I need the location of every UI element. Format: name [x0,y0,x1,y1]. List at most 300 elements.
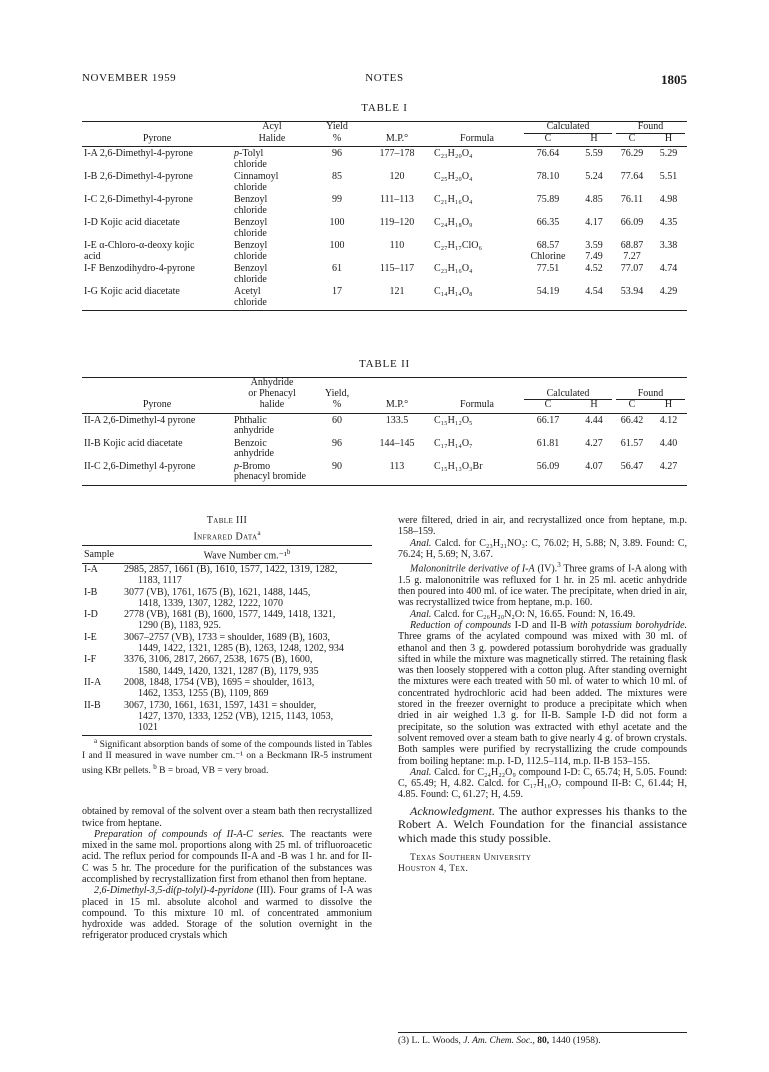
table1-head-pyrone: Pyrone [82,134,232,147]
table1-found-c-cell [614,170,650,193]
calc-c-value: 78.10 [536,171,560,182]
wave-line-cont: 1580, 1449, 1420, 1321, 1287 (B), 1179, 935 [138,665,319,677]
reference-author: L. L. Woods, [409,1036,464,1046]
table2 [82,377,687,486]
wave-line-cont: 1462, 1353, 1255 (B), 1109, 869 [138,688,269,700]
table2-yield-cell [312,413,362,437]
reduction-heading: Reduction of compounds [410,620,512,631]
table3-head-wave-footnote-mark: b [286,548,291,557]
table1-row [82,239,687,262]
sample-id: I-D [84,609,98,621]
yield-value: 60 [332,414,342,426]
found-h-value: 5.29 [659,148,678,159]
anal-label-3: Anal. [410,766,432,778]
reference-pages: 1440 (1958). [549,1036,601,1046]
table1-calc-c-cell [522,170,574,193]
left-paragraph-2-heading: Preparation of compounds of II-A-C series. [94,828,285,840]
table3-footnote [82,736,372,776]
wave-line: 3376, 3106, 2817, 2667, 2538, 1675 (B), 1600, [124,654,313,666]
table1 [82,121,687,311]
table3-sample-cell [82,654,122,677]
table2-pyrone-cell [82,437,232,460]
mp-value: 133.5 [385,414,409,426]
found-c-value: 56.47 [620,460,644,472]
found-c-value: 61.57 [620,437,644,449]
table1-pyrone-cell [82,239,232,262]
table1-head-found-h: H [650,134,687,147]
table2-mp-cell [362,437,432,460]
right-paragraph-4 [398,609,687,620]
table1-row [82,285,687,311]
acknowledgment [398,805,687,846]
table1-yield-cell [312,147,362,171]
found-c-value: 66.42 [620,414,644,426]
pyrone-name: I-A 2,6-Dimethyl-4-pyrone [84,148,193,159]
mp-value: 144–145 [379,437,415,449]
table3 [82,545,372,736]
sample-id: I-B [84,586,98,598]
table1-mp-cell [362,262,432,285]
calc-c-value: 61.81 [536,437,560,449]
table1-halide-cell [232,147,312,171]
wave-line-cont: 1418, 1339, 1307, 1282, 1222, 1070 [138,597,283,609]
right-paragraph-1: were filtered, dried in air, and recrystallized once from heptane, m.p. 158–159. [398,515,687,538]
table1-mp-cell [362,193,432,216]
table1-head-found: Found [616,122,685,134]
affiliation-city: Houston 4, Tex. [398,864,469,875]
calc-extra-label: Chlorine [530,250,566,262]
mp-value: 111–113 [380,194,414,205]
table1-formula-cell [432,285,522,311]
table1-found-h-cell [650,285,687,311]
right-paragraph-5 [398,620,687,767]
table1-found-h-cell [650,239,687,262]
table3-wave-cell [122,587,372,610]
calc-h-value: 3.59 [585,240,603,251]
table3-wave-cell [122,609,372,632]
table3-head-wave-label: Wave Number cm.⁻¹ [203,550,287,562]
found-h-value: 4.12 [659,414,678,426]
table2-found-c-cell [614,413,650,437]
table1-row [82,216,687,239]
table1-mp-cell [362,216,432,239]
wave-line: 3077 (VB), 1761, 1675 (B), 1621, 1488, 1445, [124,586,311,598]
table3-row [82,700,372,736]
table1-pyrone-cell [82,170,232,193]
yield-value: 17 [332,286,342,297]
table1-row [82,170,687,193]
reference-volume: 80, [534,1036,550,1046]
table2-head-calc-c: C [522,400,574,413]
right-paragraph-4-text: Calcd. for C₂₆H₂₀N₂O: N, 16.65. Found: N, 16.49. [431,608,636,620]
mp-value: 121 [389,286,405,297]
table3-sample-cell [82,632,122,655]
table3-wave-cell [122,654,372,677]
halide-name: Benzoyl [234,217,268,228]
wave-line-cont: 1290 (B), 1183, 925. [138,620,221,632]
halide-name-cont: chloride [234,273,267,285]
table1-found-h-cell [650,170,687,193]
reference-3 [398,1032,687,1046]
calc-c-value: 77.51 [536,263,560,274]
found-h-value: 4.35 [659,217,678,228]
reagent-name: p-Bromo [234,460,271,472]
pyrone-name: I-E α-Chloro-α-deoxy kojic [84,240,195,251]
affiliation-institution: Texas Southern University [410,853,532,864]
table2-found-c-cell [614,437,650,460]
formula-value: C₂₅H₂₀O₄ [434,171,473,182]
found-extra-value: 7.27 [623,250,641,262]
found-c-value: 68.87 [620,240,644,251]
right-column [398,515,687,875]
calc-h-value: 5.59 [585,148,603,159]
found-c-value: 53.94 [620,286,644,297]
table1-yield-cell [312,262,362,285]
halide-name: Benzoyl [234,194,268,205]
table1-head-found-c: C [614,134,650,147]
table3-subtitle-footnote-mark: a [257,529,261,537]
table1-calc-c-cell [522,147,574,171]
right-paragraph-2 [398,538,687,561]
formula-value: C₁₅H₁₂O₅ [434,414,473,426]
mp-value: 113 [389,460,405,472]
malononitrile-heading: Malononitrile derivative of I-A [410,563,535,575]
table1-head-yield: Yield [312,122,362,134]
calc-h-value: 4.85 [585,194,603,205]
found-h-value: 4.29 [659,286,678,297]
formula-value: C₂₁H₁₆O₄ [434,194,473,205]
table2-head-anhydride: Anhydride [232,378,312,389]
sample-id: II-B [84,699,101,711]
table1-formula-cell [432,193,522,216]
table3-row [82,563,372,586]
calc-c-value: 75.89 [536,194,560,205]
wave-line: 2008, 1848, 1754 (VB), 1695 = shoulder, 1613, [124,676,315,688]
found-h-value: 3.38 [659,240,678,251]
table1-calc-c-cell [522,193,574,216]
running-head-date: NOVEMBER 1959 [82,72,177,84]
table3-wave-cell [122,632,372,655]
calc-c-value: 54.19 [536,286,560,297]
table2-mp-cell [362,413,432,437]
halide-name-cont: chloride [234,296,267,308]
yield-value: 90 [332,460,342,472]
table2-head-or-phenacyl: or Phenacyl [248,387,296,399]
table1-yield-cell [312,285,362,311]
table3-row [82,677,372,700]
reference-number: (3) [398,1036,410,1046]
formula-value: C₂₇H₁₇ClO₆ [434,240,482,251]
calc-c-value: 66.35 [536,217,560,228]
table1-found-c-cell [614,285,650,311]
pyrone-name: I-F Benzodihydro-4-pyrone [84,263,195,274]
table3-sample-cell [82,677,122,700]
table2-pyrone-cell [82,460,232,486]
table2-yield-cell [312,460,362,486]
mp-value: 110 [389,240,405,251]
table1-pyrone-cell [82,262,232,285]
table1-row [82,147,687,171]
reagent-name-cont: anhydride [234,448,274,459]
yield-value: 96 [332,437,342,449]
left-paragraph-3 [82,885,372,941]
table2-head-found-c: C [614,400,650,413]
table1-head-calc-h: H [574,134,614,147]
table3-head-sample: Sample [82,546,122,564]
halide-name-cont: chloride [234,204,267,216]
table2-calc-c-cell [522,460,574,486]
halide-name: p-Tolyl [234,148,264,159]
table2-pyrone-cell [82,413,232,437]
wave-line-cont: 1021 [138,722,158,734]
found-c-value: 66.09 [620,217,644,228]
table1-formula-cell [432,262,522,285]
table1-calc-h-cell [574,216,614,239]
table2-formula-cell [432,413,522,437]
page-number: 1805 [661,72,687,87]
table1-pyrone-cell [82,147,232,171]
pyrone-name: I-G Kojic acid diacetate [84,286,180,297]
right-paragraph-3-text: Three grams of I-A along with 1.5 g. malononitrile was refluxed for 1 hr. in 25 ml. acetic anhydride then poured into 400 ml. of ice water. The precipitate, when dried in air, was recrystallized twice from heptane, m.p. 160. [398,563,687,609]
table1-yield-cell [312,170,362,193]
table1-row [82,262,687,285]
table2-reagent-cell [232,437,312,460]
wave-line-cont: 1449, 1422, 1321, 1285 (B), 1263, 1248, 1202, 934 [138,643,344,655]
right-paragraph-5-text: Three grams of the acylated compound was mixed with 30 ml. of ethanol and then 3 g. powdered potassium borohydride was gradually sifted in while the mixture was magnetically stirred. The retaining flask was then loosely stoppered with a cotton plug. After standing overnight the mixtures were each treated with 50 ml. of water to which 10 ml. of concentrated hydrochloric acid had been added. The mixtures were stored in the freezer overnight to produce a precipitate which when dried in air weighed 1.3 g. for II-B. Sample I-D did not form a precipitate, so the solution was extracted with ethyl acetate and the solvent removed over a steam bath to give nearly 4 g. of brown crystals. Both samples were purified by recrystallizing the crude compounds from boiling heptane: m.p. I-D, 112.5–114, m.p. II-B 153–155. [398,631,687,767]
right-paragraph-6 [398,767,687,801]
table2-formula-cell [432,437,522,460]
table2-found-c-cell [614,460,650,486]
running-head-section: NOTES [365,72,404,84]
reference-journal: J. Am. Chem. Soc., [463,1036,535,1046]
table1-pyrone-cell [82,285,232,311]
table3-wave-cell [122,700,372,736]
found-c-value: 76.11 [620,194,644,205]
sample-id: I-F [84,654,97,666]
table2-calc-h-cell [574,413,614,437]
pyrone-name: I-B 2,6-Dimethyl-4-pyrone [84,171,193,182]
reagent-name-cont: phenacyl bromide [234,471,306,482]
reagent-name: Phthalic [234,414,267,426]
calc-c-value: 68.57 [536,240,560,251]
found-h-value: 4.27 [659,460,678,472]
halide-name: Benzoyl [234,263,268,274]
table2-row [82,460,687,486]
yield-value: 100 [329,240,345,251]
yield-value: 96 [332,148,342,159]
calc-extra-value: 7.49 [585,250,603,262]
found-h-value: 4.74 [659,263,678,274]
table1-mp-cell [362,147,432,171]
table1-pyrone-cell [82,193,232,216]
table1-halide-cell [232,239,312,262]
formula-value: C₂₄H₁₈O₉ [434,217,473,228]
table2-found-h-cell [650,437,687,460]
table1-halide-cell [232,216,312,239]
formula-value: C₁₄H₁₄O₈ [434,286,473,297]
right-paragraph-6-text: Calcd. for C₂₄H₂₂O₉ compound I-D: C, 65.74; H, 5.05. Found: C, 65.49; H, 4.82. Calcd. for C₁₇H₁₆O₇ compound II-B: C, 61.44; H, 4.85. Found: C, 61.27; H, 4.59. [398,766,687,801]
table2-head-mp: M.P.° [362,400,432,413]
table2-row [82,413,687,437]
table2-formula-cell [432,460,522,486]
left-paragraph-1: obtained by removal of the solvent over a steam bath then recrystallized twice from heptane. [82,806,372,829]
table1-found-c-cell [614,262,650,285]
pyrone-name: I-D Kojic acid diacetate [84,217,180,228]
right-paragraph-3 [398,560,687,609]
table3-row [82,632,372,655]
table1-head-formula: Formula [432,134,522,147]
table1-found-h-cell [650,262,687,285]
calc-h-value: 4.54 [585,286,603,297]
table2-reagent-cell [232,460,312,486]
formula-value: C₂₃H₁₆O₄ [434,263,473,274]
yield-value: 100 [329,217,345,228]
table3-sample-cell [82,587,122,610]
table2-head-found-h: H [650,400,687,413]
formula-value: C₁₅H₁₃O₃Br [434,460,483,472]
pyrone-name: I-C 2,6-Dimethyl-4-pyrone [84,194,193,205]
table3-title: Table III [206,515,248,526]
calc-h-value: 5.24 [585,171,603,182]
table2-found-h-cell [650,460,687,486]
table1-head-percent: % [312,134,362,147]
calc-c-value: 66.17 [536,414,560,426]
mp-value: 115–117 [379,263,415,274]
halide-name-cont: chloride [234,250,267,262]
table1-mp-cell [362,170,432,193]
left-paragraph-3-heading: 2,6-Dimethyl-3,5-di(p-tolyl)-4-pyridone [94,885,254,897]
table3-row [82,654,372,677]
footnote-b-mark: b [153,762,157,771]
table1-calc-c-cell [522,239,574,262]
halide-name-cont: chloride [234,227,267,239]
table2-head-found: Found [616,389,685,401]
table1-formula-cell [432,170,522,193]
wave-line: 3067, 1730, 1661, 1631, 1597, 1431 = shoulder, [124,699,317,711]
table1-yield-cell [312,216,362,239]
pyrone-name: II-C 2,6-Dimethyl 4-pyrone [84,460,196,472]
table3-head-wave [122,546,372,564]
table1-calc-c-cell [522,216,574,239]
reduction-compounds: I-D and II-B [511,620,571,631]
para-prefix: p [234,460,239,472]
found-c-value: 77.07 [620,263,644,274]
table1-head-calculated: Calculated [524,122,612,134]
halide-name-cont: chloride [234,158,267,170]
table1-calc-h-cell [574,193,614,216]
anal-label-2: Anal. [410,608,432,620]
reagent-name-cont: anhydride [234,425,274,436]
left-paragraph-3-text: (III). Four grams of I-A was placed in 15 ml. absolute alcohol and warmed to dissolve the compound. To this mixture 10 ml. of concentrated ammonium hydroxide was added. Storage of the solution overnight in the refrigerator produced crystals which [82,885,372,942]
reduction-heading-2: with potassium borohydride. [570,620,688,631]
table1-found-h-cell [650,216,687,239]
table2-head-calc-h: H [574,400,614,413]
table2-yield-cell [312,437,362,460]
affiliation [398,853,687,875]
left-paragraph-2-text: The reactants were mixed in the same mol. proportions along with 25 ml. of trifluoroacetic acid. The reflux period for compounds II-A and -B was 1 hr. and for II-C was 5 hr. The procedure for the purification of the substances was accomplished by recrystallization first from ethanol then from heptane. [82,828,372,885]
table1-head-mp: M.P.° [362,134,432,147]
footnote-b-text: B = broad, VB = very broad. [156,765,269,776]
table1-calc-h-cell [574,147,614,171]
table1-calc-h-cell [574,239,614,262]
pyrone-name: II-A 2,6-Dimethyl-4 pyrone [84,414,196,426]
table1-found-h-cell [650,193,687,216]
wave-line: 2778 (VB), 1681 (B), 1600, 1577, 1449, 1418, 1321, [124,609,336,621]
table3-caption [82,515,372,543]
mp-value: 177–178 [379,148,415,159]
found-c-value: 76.29 [620,148,644,159]
found-c-value: 77.64 [620,171,644,182]
table1-found-h-cell [650,147,687,171]
table1-calc-h-cell [574,262,614,285]
pyrone-name-cont: acid [84,250,101,262]
calc-h-value: 4.07 [585,460,603,472]
mp-value: 120 [389,171,405,182]
table1-formula-cell [432,239,522,262]
footnote-a-text: Significant absorption bands of some of the compounds listed in Tables I and II measured in wave number cm.⁻¹ on a Beckmann IR-5 instrument using KBr pellets. [82,740,372,776]
table2-head-halide: halide [232,400,312,413]
footnote-a-mark: a [94,737,98,746]
yield-value: 99 [332,194,342,205]
table1-calc-c-cell [522,262,574,285]
left-paragraph-2 [82,829,372,885]
table1-yield-cell [312,193,362,216]
table1-head-acyl: Acyl [232,122,312,134]
table1-calc-c-cell [522,285,574,311]
table2-calc-c-cell [522,437,574,460]
table1-found-c-cell [614,147,650,171]
table2-head-yield: Yield, [324,387,350,399]
table1-head-calc-c: C [522,134,574,147]
table1-calc-h-cell [574,285,614,311]
sample-id: II-A [84,676,102,688]
table2-head-pyrone: Pyrone [82,400,232,413]
yield-value: 85 [332,171,342,182]
pyrone-name: II-B Kojic acid diacetate [84,437,183,449]
table3-row [82,587,372,610]
table1-found-c-cell [614,193,650,216]
found-h-value: 5.51 [659,171,678,182]
reference-mark-3: 3 [557,561,561,570]
table1-calc-h-cell [574,170,614,193]
halide-name: Benzoyl [234,240,268,251]
table1-caption: TABLE I [361,102,408,114]
yield-value: 61 [332,263,342,274]
left-column [82,515,372,942]
formula-value: C₁₇H₁₄O₇ [434,437,473,449]
table1-head-halide: Halide [232,134,312,147]
calc-h-value: 4.44 [585,414,603,426]
halide-name: Cinnamoyl [234,171,279,182]
halide-name: Acetyl [234,286,261,297]
sample-id: I-E [84,631,97,643]
calc-c-value: 56.09 [536,460,560,472]
table1-halide-cell [232,262,312,285]
table1-found-c-cell [614,216,650,239]
table2-mp-cell [362,460,432,486]
table2-head-calculated: Calculated [524,389,612,401]
table2-calc-c-cell [522,413,574,437]
sample-id: I-A [84,563,98,575]
table2-head-percent: % [312,400,362,413]
table3-wave-cell [122,677,372,700]
table2-head-formula: Formula [432,400,522,413]
anal-label-1: Anal. [410,537,432,549]
reagent-name: Benzoic [234,437,267,449]
table1-pyrone-cell [82,216,232,239]
found-h-value: 4.40 [659,437,678,449]
table3-subtitle: Infrared Data [193,531,258,543]
